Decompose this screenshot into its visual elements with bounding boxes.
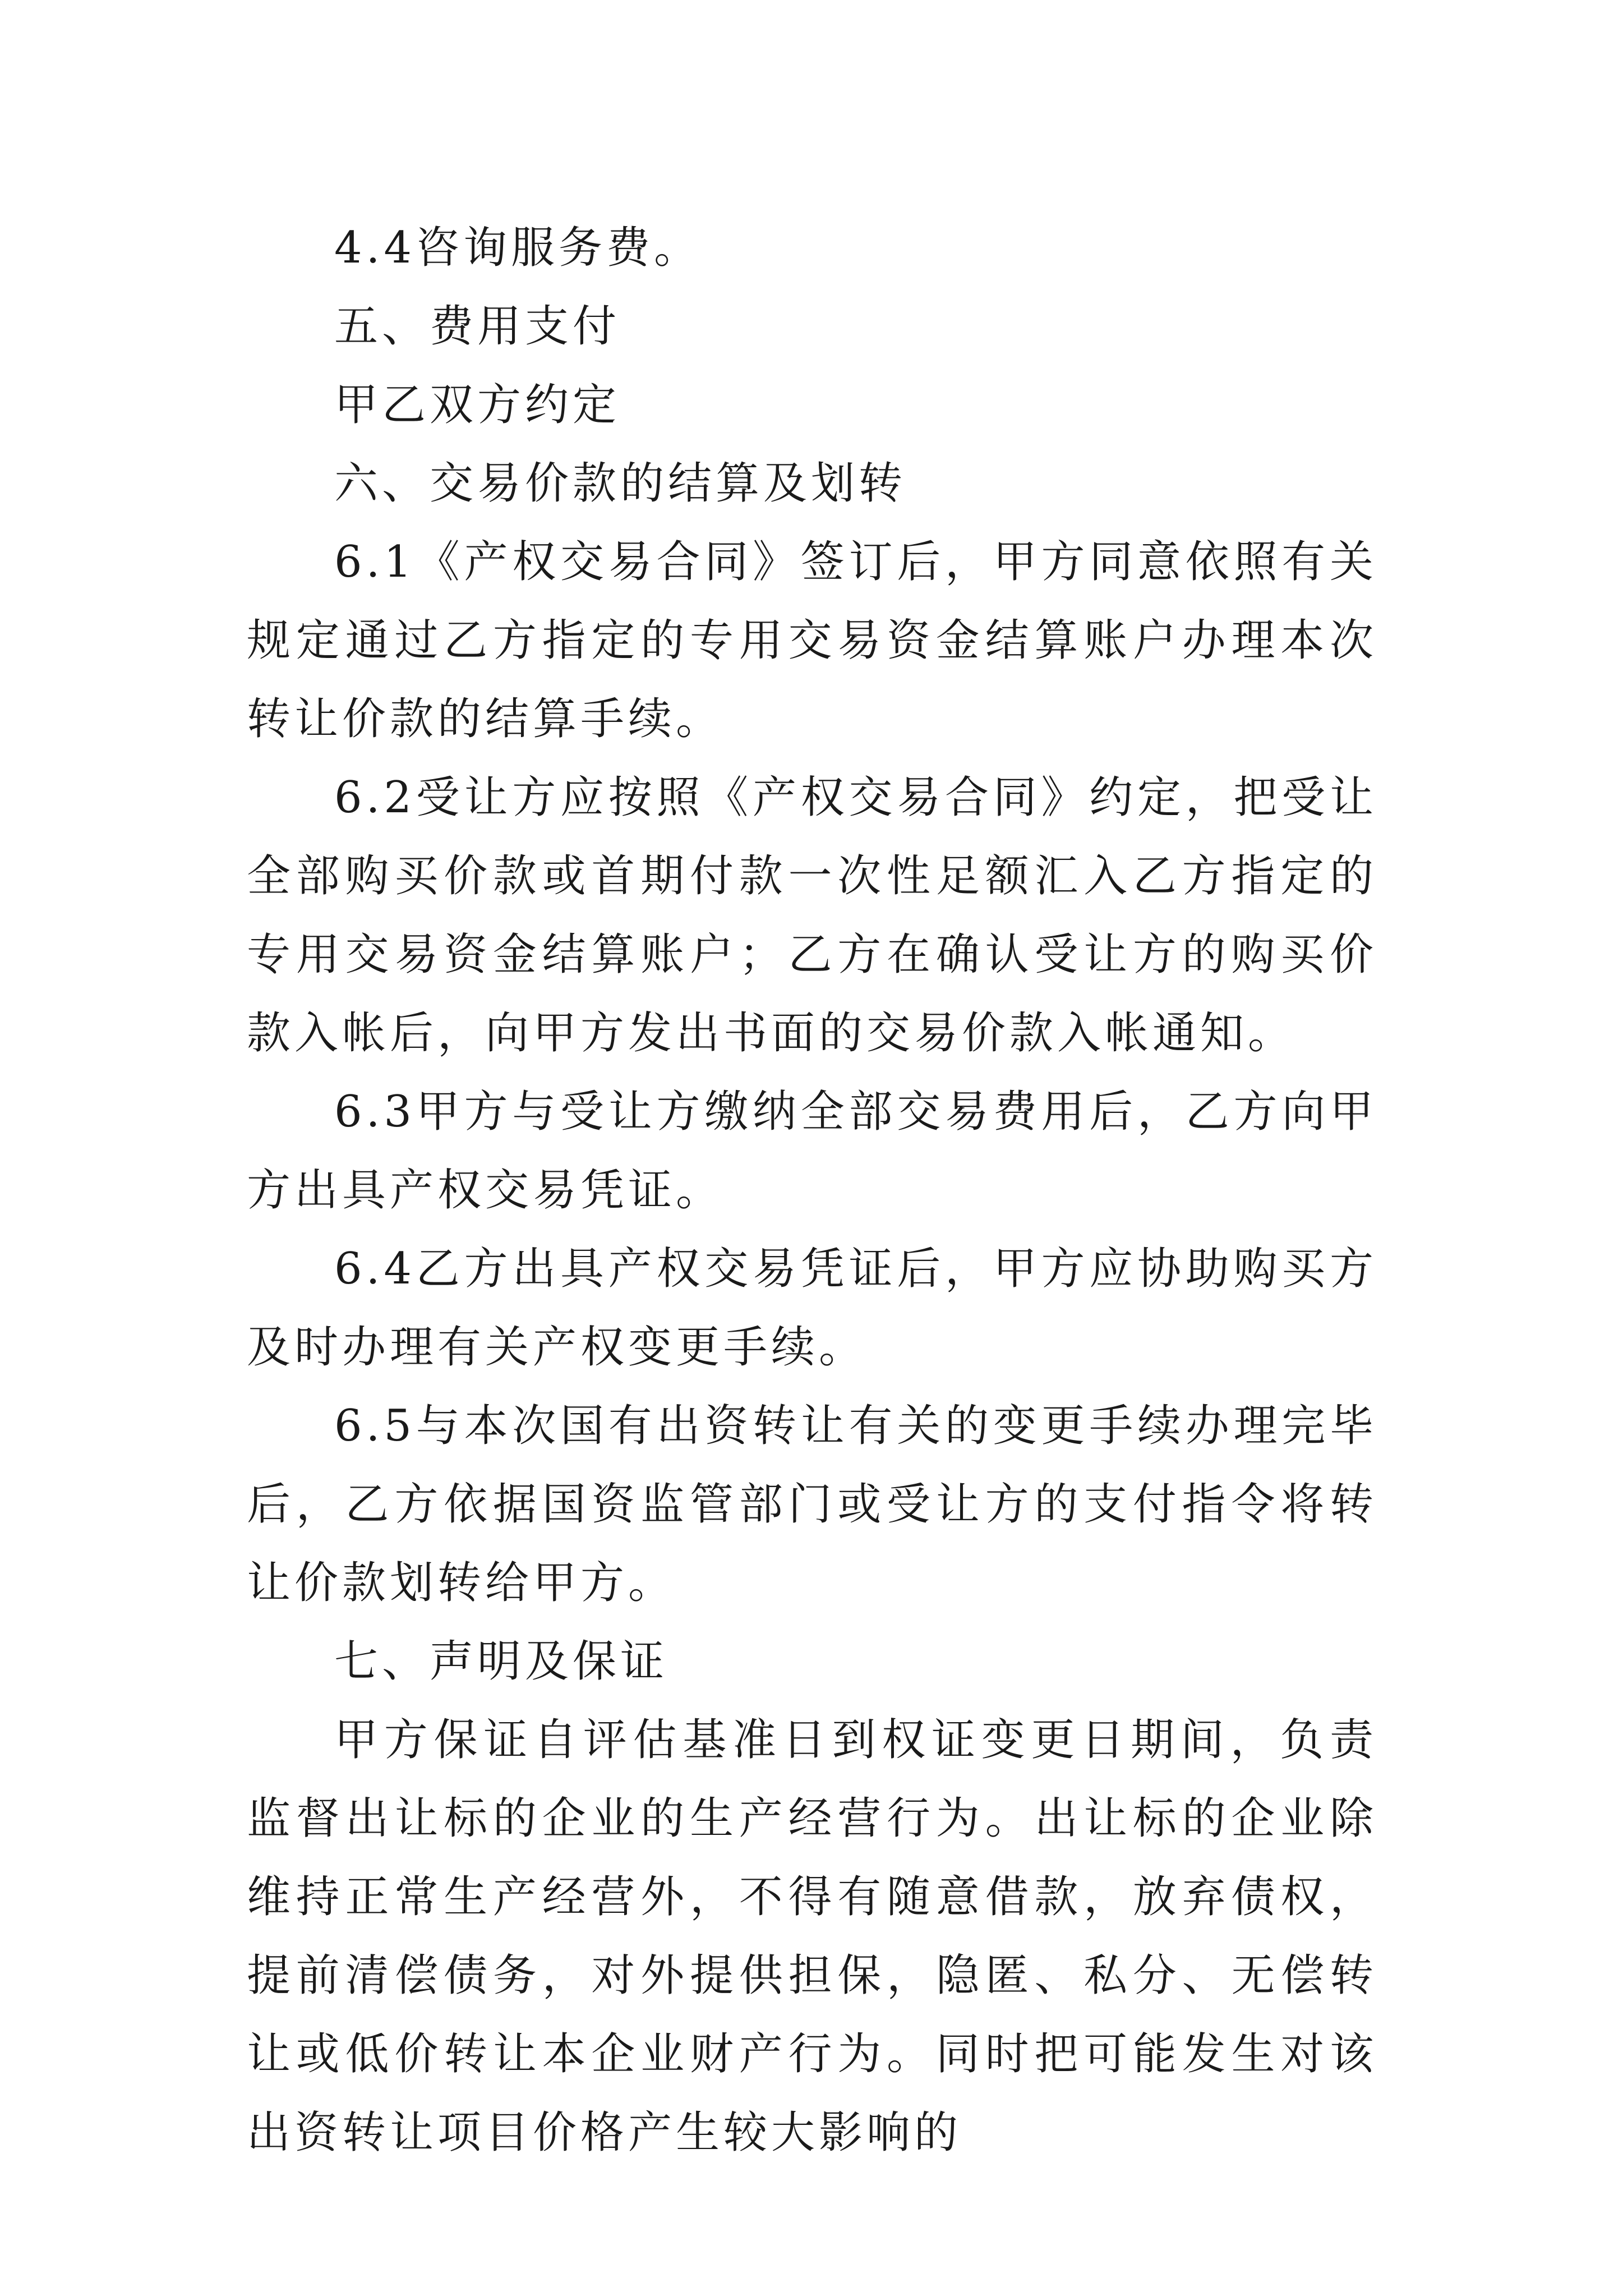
- clause-6-1: 6.1《产权交易合同》签订后，甲方同意依照有关规定通过乙方指定的专用交易资金结算账户办理本次转让价款的结算手续。: [247, 537, 1377, 744]
- document-body: [247, 209, 1377, 2172]
- section-heading-declarations: 七、声明及保证: [334, 1636, 668, 1687]
- fee-payment-text: 甲乙双方约定: [334, 380, 621, 430]
- declarations-text: 甲方保证自评估基准日到权证变更日期间，负责监督出让标的企业的生产经营行为。出让标的企业除维持正常生产经营外，不得有随意借款，放弃债权，提前清偿债务，对外提供担保，隐匿、私分、无偿转让或低价转让本企业财产行为。同时把可能发生对该出资转让项目价格产生较大影响的: [247, 1715, 1377, 2158]
- clause-6-2: 6.2受让方应按照《产权交易合同》约定，把受让全部购买价款或首期付款一次性足额汇入乙方指定的专用交易资金结算账户；乙方在确认受让方的购买价款入帐后，向甲方发出书面的交易价款入帐通知。: [247, 772, 1377, 1059]
- clause-6-5: 6.5与本次国有出资转让有关的变更手续办理完毕后，乙方依据国资监管部门或受让方的支付指令将转让价款划转给甲方。: [247, 1401, 1377, 1608]
- clause-6-4: 6.4乙方出具产权交易凭证后，甲方应协助购买方及时办理有关产权变更手续。: [247, 1244, 1377, 1373]
- section-heading-fee-payment: 五、费用支付: [334, 301, 621, 352]
- section-heading-settlement: 六、交易价款的结算及划转: [334, 458, 907, 509]
- clause-4-4: 4.4咨询服务费。: [334, 223, 702, 273]
- clause-6-3: 6.3甲方与受让方缴纳全部交易费用后，乙方向甲方出具产权交易凭证。: [247, 1087, 1377, 1216]
